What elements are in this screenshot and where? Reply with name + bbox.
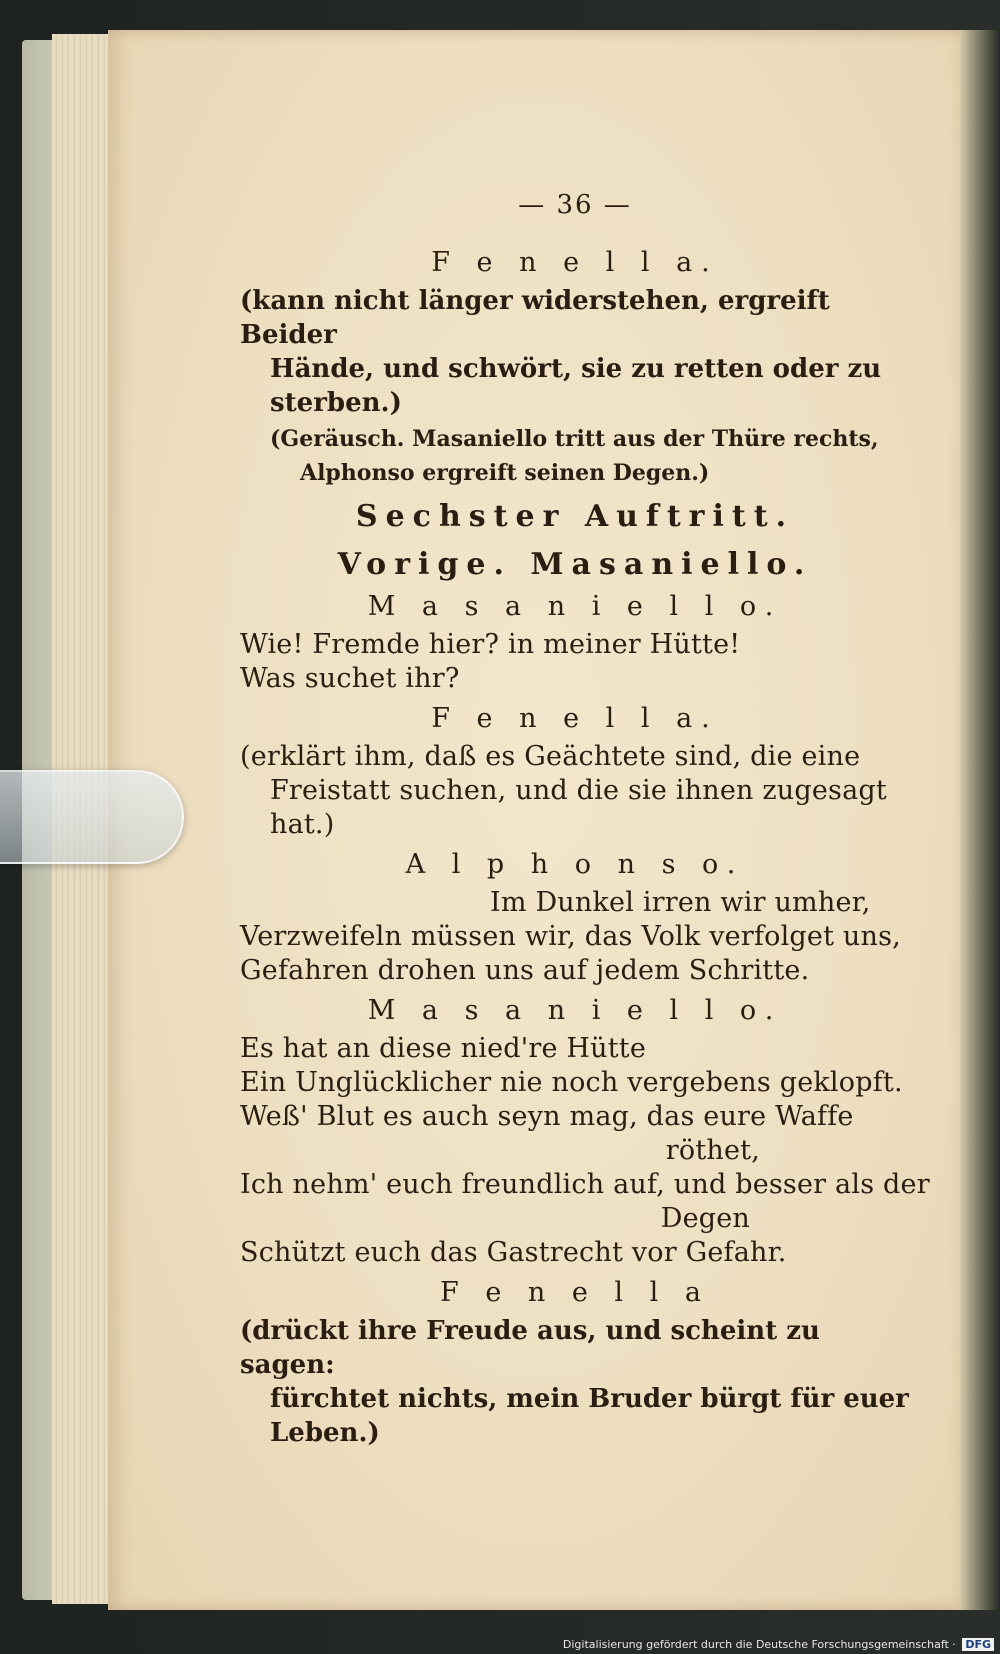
stage-direction: sterben.)	[270, 388, 402, 418]
digitization-credit	[563, 1638, 994, 1651]
speaker-name: M a s a n i e l l o.	[367, 995, 783, 1026]
credit-text: Digitalisierung gefördert durch die Deutsche Forschungsgemeinschaft ·	[562, 1638, 956, 1651]
stage-direction: Hände, und schwört, sie zu retten oder zu	[270, 354, 882, 384]
verse-line: Ein Unglücklicher nie noch vergebens geklopft.	[240, 1067, 903, 1098]
verse-line: Weß' Blut es auch seyn mag, das eure Waffe	[240, 1101, 854, 1132]
verse-line: Degen	[660, 1203, 750, 1234]
verse-line: Wie! Fremde hier? in meiner Hütte!	[240, 629, 741, 660]
stage-direction: Leben.)	[270, 1418, 380, 1448]
verse-line: Es hat an diese nied're Hütte	[240, 1033, 647, 1064]
verse-line: Ich nehm' euch freundlich auf, und besser als der	[240, 1169, 930, 1200]
stage-direction: (kann nicht länger widerstehen, ergreift Beider	[240, 286, 830, 350]
speaker-name: M a s a n i e l l o.	[367, 591, 783, 622]
verse-line: (erklärt ihm, daß es Geächtete sind, die eine	[240, 741, 861, 772]
verse-line: Schützt euch das Gastrecht vor Gefahr.	[240, 1237, 787, 1268]
page-number: — 36 —	[518, 190, 632, 220]
speaker-name: F e n e l l a	[440, 1277, 710, 1308]
page-clip-icon	[0, 770, 184, 864]
scene-heading: Sechster Auftritt.	[355, 499, 795, 534]
stage-direction: Alphonso ergreift seinen Degen.)	[300, 460, 710, 486]
verse-line: Im Dunkel irren wir umher,	[490, 887, 871, 918]
verse-line: Gefahren drohen uns auf jedem Schritte.	[240, 955, 810, 986]
speaker-name: A l p h o n s o.	[405, 849, 745, 880]
verse-line: Was suchet ihr?	[240, 663, 460, 694]
verse-line: röthet,	[665, 1135, 760, 1166]
book-gutter	[960, 30, 1000, 1610]
scene-heading: Vorige. Masaniello.	[337, 547, 813, 582]
page-text	[240, 190, 930, 1450]
verse-line: Freistatt suchen, und die sie ihnen zugesagt	[270, 775, 887, 806]
dfg-logo: DFG	[962, 1638, 994, 1651]
verse-line: hat.)	[270, 809, 335, 840]
stage-direction: fürchtet nichts, mein Bruder bürgt für euer	[270, 1384, 909, 1414]
speaker-name: F e n e l l a.	[431, 703, 719, 734]
stage-direction: (Geräusch. Masaniello tritt aus der Thüre rechts,	[270, 426, 879, 452]
play-text	[240, 246, 930, 1450]
speaker-name: F e n e l l a.	[431, 247, 719, 278]
stage-direction: (drückt ihre Freude aus, und scheint zu sagen:	[240, 1316, 820, 1380]
verse-line: Verzweifeln müssen wir, das Volk verfolget uns,	[240, 921, 901, 952]
